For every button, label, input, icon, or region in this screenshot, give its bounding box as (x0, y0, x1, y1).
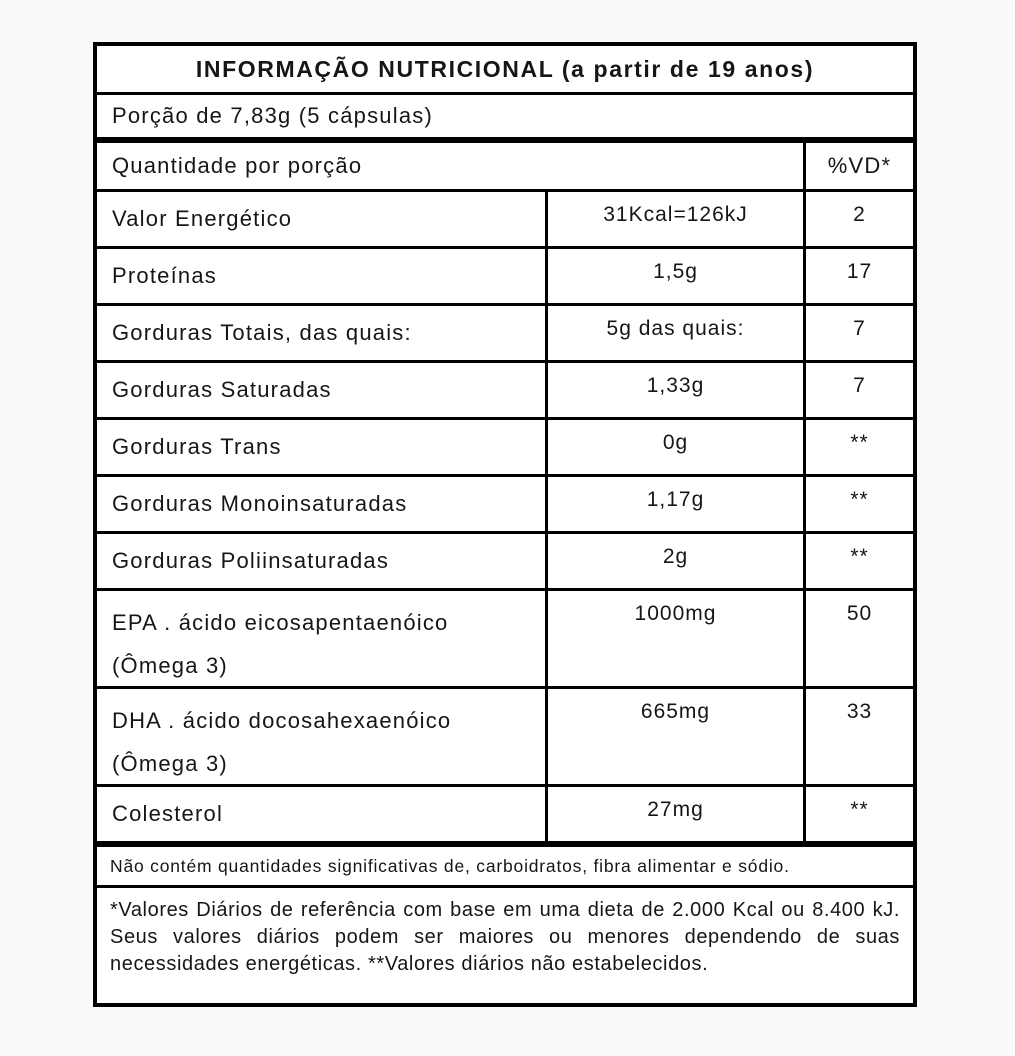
nutrient-dv: ** (803, 477, 913, 531)
nutrient-row-epa-omega3 (97, 588, 913, 686)
nutrient-row-gorduras-saturadas (97, 360, 913, 417)
nutrient-dv: 50 (803, 591, 913, 686)
table-title: INFORMAÇÃO NUTRICIONAL (a partir de 19 anos) (195, 55, 815, 82)
nutrient-label-line2: (Ômega 3) (112, 751, 228, 776)
nutrient-label: Gorduras Totais, das quais: (112, 320, 412, 345)
nutrient-label: Gorduras Saturadas (112, 377, 332, 402)
nutrient-value: 2g (545, 534, 803, 588)
nutrient-value: 665mg (545, 689, 803, 784)
portion-row (97, 92, 913, 137)
nutrient-label: Gorduras Poliinsaturadas (112, 548, 390, 573)
nutrient-row-proteinas (97, 246, 913, 303)
nutrient-row-colesterol (97, 784, 913, 841)
nutrient-label-line2: (Ômega 3) (112, 653, 228, 678)
nutrition-facts-table (93, 42, 917, 1007)
nutrient-label-line1: EPA . ácido eicosapentaenóico (112, 610, 449, 635)
daily-value-header: %VD* (803, 143, 913, 189)
nutrient-label (97, 591, 545, 686)
nutrient-dv: ** (803, 787, 913, 841)
column-header-row (97, 137, 913, 189)
no-significant-amounts-row (97, 841, 913, 885)
nutrient-row-gorduras-monoinsaturadas (97, 474, 913, 531)
nutrient-row-valor-energetico (97, 189, 913, 246)
nutrient-dv: 2 (803, 192, 913, 246)
nutrient-row-dha-omega3 (97, 686, 913, 784)
nutrient-label: Gorduras Trans (112, 434, 282, 459)
nutrient-value: 0g (545, 420, 803, 474)
nutrient-row-gorduras-poliinsaturadas (97, 531, 913, 588)
nutrient-value: 1000mg (545, 591, 803, 686)
nutrient-label (97, 689, 545, 784)
nutrient-dv: 7 (803, 363, 913, 417)
daily-values-footnote-text: *Valores Diários de referência com base em uma dieta de 2.000 Kcal ou 8.400 kJ. Seus valores diários podem ser maiores ou menores dependendo de suas necessidades energéticas. **Valores diários não estabelecidos. (110, 899, 900, 975)
nutrient-dv: 7 (803, 306, 913, 360)
nutrient-dv: ** (803, 420, 913, 474)
nutrient-value: 27mg (545, 787, 803, 841)
nutrient-dv: 33 (803, 689, 913, 784)
nutrient-value: 31Kcal=126kJ (545, 192, 803, 246)
nutrient-dv: ** (803, 534, 913, 588)
nutrient-value: 5g das quais: (545, 306, 803, 360)
nutrient-value: 1,33g (545, 363, 803, 417)
nutrient-dv: 17 (803, 249, 913, 303)
nutrient-label-line1: DHA . ácido docosahexaenóico (112, 708, 452, 733)
nutrient-label: Colesterol (112, 801, 224, 826)
nutrient-label: Valor Energético (112, 206, 293, 231)
nutrient-row-gorduras-totais (97, 303, 913, 360)
table-title-row (97, 46, 913, 92)
portion-text: Porção de 7,83g (5 cápsulas) (112, 103, 433, 128)
quantity-per-serving-header: Quantidade por porção (112, 153, 363, 178)
nutrient-value: 1,17g (545, 477, 803, 531)
nutrient-label: Proteínas (112, 263, 217, 288)
nutrient-value: 1,5g (545, 249, 803, 303)
nutrient-label: Gorduras Monoinsaturadas (112, 491, 408, 516)
no-significant-amounts-text: Não contém quantidades significativas de, carboidratos, fibra alimentar e sódio. (110, 855, 790, 876)
nutrient-row-gorduras-trans (97, 417, 913, 474)
daily-values-footnote-row (97, 885, 913, 1003)
